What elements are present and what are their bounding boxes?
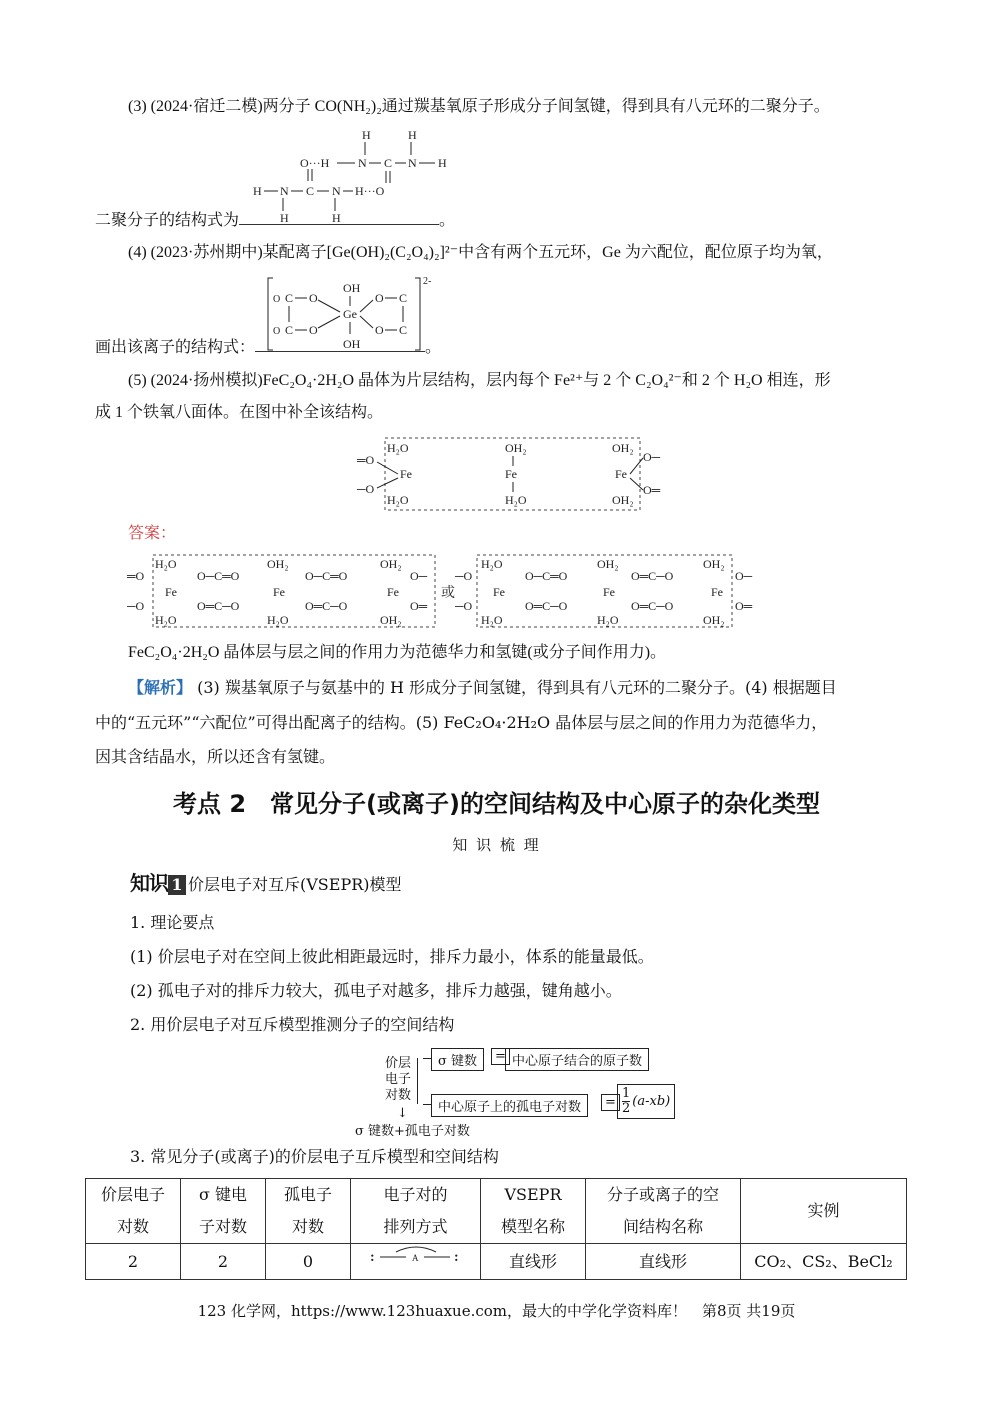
analysis-text1: (3) 羰基氧原子与氨基中的 H 形成分子间氢键，得到具有八元环的二聚分子。(4) 根据题目	[192, 678, 837, 697]
svg-text:Fe: Fe	[493, 585, 505, 599]
knowledge-title: 价层电子对互斥(VSEPR)模型	[188, 875, 402, 894]
svg-text:O═C─O: O═C─O	[631, 599, 674, 613]
svg-text:═O: ═O	[357, 453, 375, 467]
item-3: 3. 常见分子(或离子)的价层电子互斥模型和空间结构	[130, 1147, 499, 1166]
cell-sigma-count: 2	[181, 1244, 266, 1280]
svg-text:O: O	[273, 326, 281, 337]
svg-text:OH₂: OH₂	[597, 557, 619, 571]
knowledge-heading	[130, 870, 402, 898]
flow-left-l2: 电子	[385, 1072, 412, 1087]
svg-text:O═C─O: O═C─O	[631, 569, 674, 583]
th-shape-name: 分子或离子的空 间结构名称	[586, 1179, 741, 1244]
q3-prefix: 二聚分子的结构式为	[95, 210, 240, 229]
svg-text:OH: OH	[343, 337, 361, 351]
svg-text:OH₂: OH₂	[703, 613, 725, 627]
vsepr-flow-diagram	[355, 1044, 685, 1139]
svg-text:N: N	[408, 156, 417, 170]
flow-frac-den: 2	[622, 1101, 631, 1116]
svg-text:C: C	[399, 291, 408, 305]
svg-text:H: H	[408, 128, 417, 142]
svg-text:H: H	[253, 184, 262, 198]
flow-frac-num: 1	[622, 1086, 631, 1101]
q5-line1: (5) (2024·扬州模拟)FeC₂O₄·2H₂O 晶体为片层结构，层内每个 Fe²⁺与 2 个 C₂O₄²⁻和 2 个 H₂O 相连，形	[128, 372, 831, 389]
q4-answer-line	[95, 335, 441, 358]
svg-text:H: H	[280, 211, 289, 225]
flow-formula-box	[617, 1084, 675, 1119]
svg-text:OH₂: OH₂	[612, 441, 634, 455]
th-lone-count: 孤电子 对数	[266, 1179, 351, 1244]
svg-text:O: O	[309, 323, 318, 337]
svg-text::: :	[453, 1250, 459, 1265]
svg-text:OH₂: OH₂	[380, 557, 402, 571]
svg-text:H₂O: H₂O	[155, 557, 177, 571]
q5-line2: 成 1 个铁氧八面体。在图中补全该结构。	[95, 404, 384, 421]
flow-down-arrow: ↓	[397, 1106, 408, 1121]
svg-text:OH: OH	[343, 281, 361, 295]
flow-lone-box: 中心原子上的孤电子对数	[431, 1094, 588, 1117]
section-title: 考点 2 常见分子(或离子)的空间结构及中心原子的杂化类型	[173, 790, 820, 818]
cell-examples: CO₂、CS₂、BeCl₂	[741, 1244, 907, 1280]
item-1b: (2) 孤电子对的排斥力较大，孤电子对越多，排斥力越强，键角越小。	[130, 981, 622, 1000]
th-arrangement: 电子对的 排列方式	[351, 1179, 481, 1244]
svg-text:Fe: Fe	[615, 467, 627, 481]
svg-text:H₂O: H₂O	[505, 493, 527, 507]
flow-sigma-desc: 中心原子结合的原子数	[505, 1048, 649, 1071]
q3-line1: (3) (2024·宿迁二模)两分子 CO(NH₂)₂通过羰基氧原子形成分子间氢键，得到具有八元环的二聚分子。	[128, 98, 830, 115]
svg-text:O═: O═	[735, 599, 753, 613]
svg-text:O═: O═	[410, 599, 428, 613]
fe-layer-incomplete-diagram	[355, 436, 675, 514]
analysis-line1	[128, 677, 837, 699]
th-examples: 实例	[741, 1179, 907, 1244]
q4-prefix: 画出该离子的结构式：	[95, 337, 256, 356]
svg-text:O─: O─	[735, 569, 753, 583]
svg-text:O═C─O: O═C─O	[197, 599, 240, 613]
svg-text:H₂O: H₂O	[481, 613, 503, 627]
flow-left-l1: 价层	[385, 1056, 412, 1071]
svg-text:O─C═O: O─C═O	[197, 569, 240, 583]
svg-text:A: A	[411, 1253, 418, 1263]
table-row	[86, 1244, 907, 1280]
analysis-tag: 【解析】	[128, 678, 193, 697]
knowledge-badge: 知识	[130, 871, 168, 895]
table-header-row	[86, 1179, 907, 1244]
svg-text:Fe: Fe	[711, 585, 723, 599]
svg-text:O─: O─	[410, 569, 428, 583]
svg-text::: :	[369, 1250, 375, 1265]
svg-text:O═: O═	[643, 483, 661, 497]
svg-text:Fe: Fe	[387, 585, 399, 599]
cell-vsepr-name: 直线形	[481, 1244, 586, 1280]
flow-left-l3: 对数	[385, 1088, 412, 1103]
svg-text:Fe: Fe	[165, 585, 177, 599]
svg-text:O: O	[375, 291, 384, 305]
linear-arrangement-icon	[366, 1244, 466, 1268]
svg-text:N: N	[280, 184, 289, 198]
page-footer: 123 化学网，https://www.123huaxue.com，最大的中学化学资料库！ 第8页 共19页	[197, 1302, 796, 1320]
svg-text:OH₂: OH₂	[612, 493, 634, 507]
svg-text:OH₂: OH₂	[703, 557, 725, 571]
svg-text:─O: ─O	[455, 569, 473, 583]
svg-text:H₂O: H₂O	[597, 613, 619, 627]
analysis-line2: 中的“五元环”“六配位”可得出配离子的结构。(5) FeC₂O₄·2H₂O 晶体层与层之间的作用力为范德华力，	[95, 713, 828, 732]
analysis-line3: 因其含结晶水，所以还含有氢键。	[95, 747, 336, 766]
svg-text:C: C	[285, 323, 294, 337]
svg-text:O···H: O···H	[300, 156, 330, 170]
flow-left-label	[385, 1056, 411, 1104]
answer-line: FeC₂O₄·2H₂O 晶体层与层之间的作用力为范德华力和氢键(或分子间作用力)。	[128, 644, 667, 661]
cell-shape-name: 直线形	[586, 1244, 741, 1280]
vsepr-table	[85, 1178, 907, 1280]
cell-arrangement	[351, 1244, 481, 1280]
flow-eq2: =	[601, 1094, 620, 1111]
svg-text:O: O	[309, 291, 318, 305]
item-1a: (1) 价层电子对在空间上彼此相距最远时，排斥力最小，体系的能量最低。	[130, 947, 654, 966]
svg-text:C: C	[306, 184, 315, 198]
flow-bracket-bottom	[423, 1104, 431, 1105]
svg-text:H···O: H···O	[355, 184, 385, 198]
svg-text:O─: O─	[643, 450, 661, 464]
svg-text:H₂O: H₂O	[155, 613, 177, 627]
svg-text:H: H	[438, 156, 447, 170]
svg-text:H: H	[362, 128, 371, 142]
knowledge-num: 1	[168, 875, 186, 895]
svg-text:─O: ─O	[127, 599, 145, 613]
svg-text:Fe: Fe	[400, 467, 412, 481]
svg-text:H₂O: H₂O	[481, 557, 503, 571]
fe-layer-answer-diagram	[125, 552, 765, 632]
item-1: 1. 理论要点	[130, 913, 215, 932]
th-vsepr-name: VSEPR 模型名称	[481, 1179, 586, 1244]
cell-lone-count: 0	[266, 1244, 351, 1280]
svg-text:O═C─O: O═C─O	[525, 599, 568, 613]
svg-text:O═C─O: O═C─O	[305, 599, 348, 613]
svg-text:Fe: Fe	[603, 585, 615, 599]
svg-text:Fe: Fe	[505, 467, 517, 481]
flow-bracket	[417, 1058, 430, 1104]
svg-text:H₂O: H₂O	[387, 441, 409, 455]
svg-text:O: O	[375, 323, 384, 337]
svg-text:OH₂: OH₂	[380, 613, 402, 627]
flow-bottom-label: σ 键数+孤电子对数	[355, 1124, 470, 1139]
svg-text:H₂O: H₂O	[387, 493, 409, 507]
flow-sigma-box: σ 键数	[431, 1048, 484, 1071]
svg-text:C: C	[399, 323, 408, 337]
th-pair-count: 价层电子 对数	[86, 1179, 181, 1244]
flow-eq1: =	[491, 1048, 510, 1065]
section-subtitle: 知 识 梳 理	[452, 836, 541, 854]
svg-text:═O: ═O	[127, 569, 145, 583]
q3-answer-line	[95, 208, 455, 231]
svg-text:O─C═O: O─C═O	[305, 569, 348, 583]
svg-text:OH₂: OH₂	[267, 557, 289, 571]
svg-text:OH₂: OH₂	[505, 441, 527, 455]
svg-text:C: C	[285, 291, 294, 305]
q4-suffix: 。	[425, 337, 442, 356]
svg-text:C: C	[384, 156, 393, 170]
svg-text:H₂O: H₂O	[267, 613, 289, 627]
q3-suffix: 。	[439, 210, 456, 229]
svg-text:O─C═O: O─C═O	[525, 569, 568, 583]
q4-line1: (4) (2023·苏州期中)某配离子[Ge(OH)₂(C₂O₄)₂]²⁻中含有两个五元环，Ge 为六配位，配位原子均为氧，	[128, 244, 833, 261]
flow-bracket-top	[423, 1058, 431, 1059]
item-2: 2. 用价层电子对互斥模型推测分子的空间结构	[130, 1015, 455, 1034]
cell-pair-count: 2	[86, 1244, 181, 1280]
svg-text:N: N	[358, 156, 367, 170]
svg-text:O: O	[273, 294, 281, 305]
svg-text:Ge: Ge	[343, 307, 357, 321]
q3-blank	[239, 208, 439, 225]
svg-text:H: H	[332, 211, 341, 225]
svg-text:─O: ─O	[357, 482, 375, 496]
svg-text:或: 或	[441, 586, 455, 601]
flow-formula-expr: (a-xb)	[632, 1094, 671, 1109]
th-sigma-count: σ 键电 子对数	[181, 1179, 266, 1244]
svg-text:N: N	[332, 184, 341, 198]
svg-text:─O: ─O	[455, 599, 473, 613]
flow-fraction	[622, 1087, 630, 1116]
svg-text:Fe: Fe	[273, 585, 285, 599]
q4-blank	[255, 335, 425, 352]
answer-label: 答案：	[128, 523, 177, 542]
svg-text:2-: 2-	[423, 276, 432, 287]
